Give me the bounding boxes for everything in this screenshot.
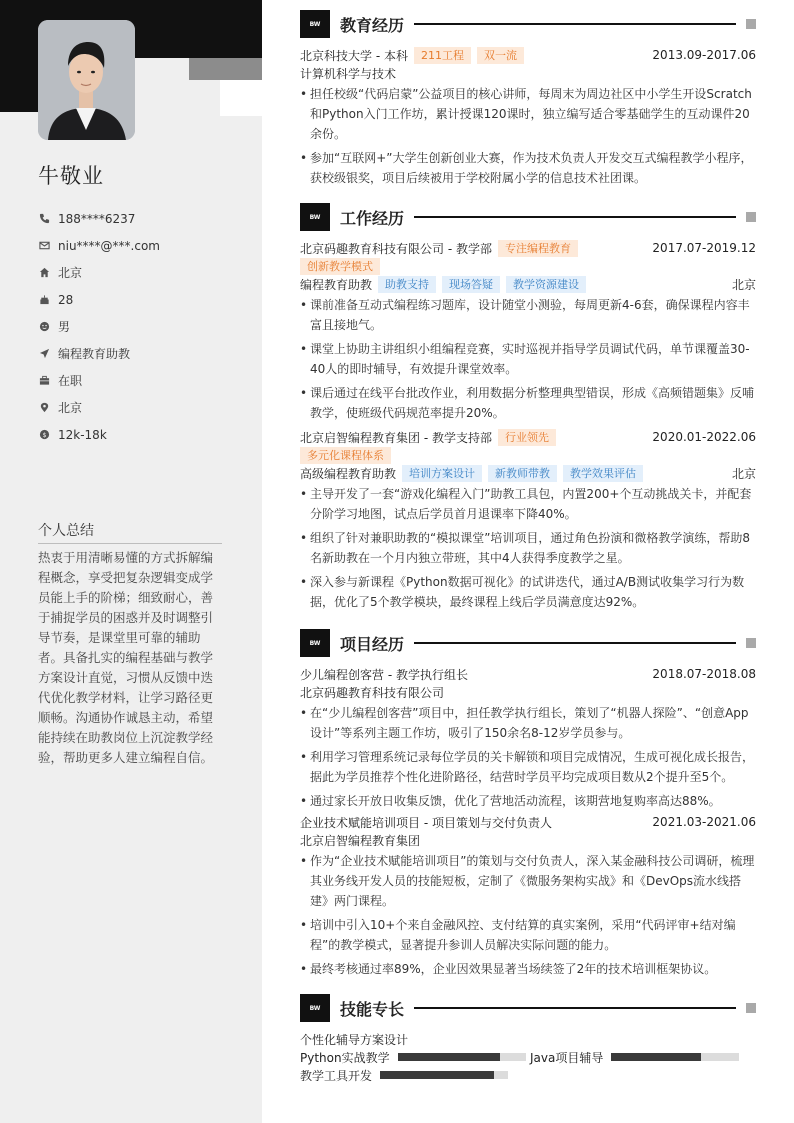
skill-bar-fill (611, 1053, 701, 1061)
education-major: 计算机科学与技术 (300, 66, 397, 81)
section-divider (414, 642, 736, 644)
list-item: • 课堂上协助主讲组织小组编程竞赛，实时巡视并指导学员调试代码，单节课覆盖30-40人的即时辅导，有效提升课堂效率。 (300, 339, 756, 379)
skill-name: Python实战教学 (300, 1050, 390, 1065)
job-role: 编程教育助教 (300, 277, 373, 292)
project-org: 北京码趣教育科技有限公司 (300, 685, 445, 700)
contact-row-home (38, 259, 238, 286)
phone-icon (38, 213, 50, 225)
money-icon (38, 429, 50, 441)
work-job-2 (300, 428, 756, 612)
list-item: • 深入参与新课程《Python数据可视化》的试讲迭代，通过A/B测试收集学习行为数据，优化了5个教学模块，最终课程上线后学员满意度达92%。 (300, 572, 756, 612)
sidebar-accent-gray (189, 58, 262, 80)
project-bullets (300, 851, 756, 979)
summary-text: 热衷于用清晰易懂的方式拆解编程概念，享受把复杂逻辑变成学员能上手的阶梯；细致耐心，善于捕捉学员的困惑并及时调整引导节奏，是课堂里可靠的辅助者。具备扎实的编程基础与教学方案设计直觉，习惯从反馈中迭代优化教学材料，让学习路径更顺畅。沟通协作诚恳主动，希望能持续在助教岗位上沉淀教学经验，帮助更多人建立编程自信。 (38, 550, 214, 765)
contact-age: 28 (58, 292, 74, 307)
contact-row-location (38, 394, 238, 421)
project-bullets (300, 703, 756, 811)
list-item: • 在“少儿编程创客营”项目中，担任教学执行组长，策划了“机器人探险”、“创意App设计”等系列主题工作坊，吸引了150余名8-12岁学员参与。 (300, 703, 756, 743)
contact-row-email (38, 232, 238, 259)
section-end-square (746, 212, 756, 222)
section-title-work: 工作经历 (340, 208, 405, 228)
job-date: 2020.01-2022.06 (652, 430, 756, 444)
contact-row-status (38, 367, 238, 394)
list-item: • 课后通过在线平台批改作业，利用数据分析整理典型错误，形成《高频错题集》反哺教学，使班级代码规范率提升20%。 (300, 383, 756, 423)
project-name: 企业技术赋能培训项目 - 项目策划与交付负责人 (300, 815, 552, 830)
skill-name: Java项目辅导 (530, 1050, 604, 1065)
sidebar-accent-white (220, 80, 262, 116)
skills-block (300, 1030, 756, 1084)
section-divider (414, 23, 736, 25)
role-tag: 新教师带教 (488, 465, 557, 482)
list-item: • 课前准备互动式编程练习题库，设计随堂小测验，每周更新4-6套，确保课程内容丰富且接地气。 (300, 295, 756, 335)
job-role-row (300, 464, 756, 482)
section-title-projects: 项目经历 (340, 634, 405, 654)
job-header-row (300, 428, 756, 446)
contact-salary: 12k-18k (58, 427, 107, 442)
section-header-work (300, 203, 756, 231)
section-title-education: 教育经历 (340, 15, 405, 35)
education-tag: 双一流 (477, 47, 524, 64)
list-item: • 参加“互联网+”大学生创新创业大赛，作为技术负责人开发交互式编程教学小程序，获校级银奖，项目后续被用于学校附属小学的信息技术社团课。 (300, 148, 756, 188)
project-2 (300, 813, 756, 979)
section-end-square (746, 1003, 756, 1013)
cake-icon (38, 294, 50, 306)
role-tag: 助教支持 (378, 276, 436, 293)
profile-photo (38, 20, 135, 140)
section-end-square (746, 19, 756, 29)
contact-row-position (38, 340, 238, 367)
list-item: • 担任校级“代码启蒙”公益项目的核心讲师，每周末为周边社区中小学生开设Scratch和Python入门工作坊，累计授课120课时，独立编写适合零基础学生的互动课件20余份。 (300, 84, 756, 144)
contact-gender: 男 (58, 320, 71, 334)
job-tag-row (300, 257, 756, 275)
project-header-row (300, 813, 756, 831)
section-header-education (300, 10, 756, 38)
section-end-square (746, 638, 756, 648)
role-tag: 培训方案设计 (402, 465, 482, 482)
contact-row-phone (38, 205, 238, 232)
skills-heading: 个性化辅导方案设计 (300, 1032, 409, 1047)
section-logo: BW (300, 203, 330, 231)
job-tag: 专注编程教育 (498, 240, 578, 257)
list-item: • 组织了针对兼职助教的“模拟课堂”培训项目，通过角色扮演和微格教学演练，帮助8名新助教在一个月内独立带班，其中4人获得季度教学之星。 (300, 528, 756, 568)
education-date: 2013.09-2017.06 (652, 48, 756, 62)
summary-title: 个人总结 (38, 520, 222, 544)
job-header-row (300, 239, 756, 257)
job-city: 北京 (731, 277, 756, 292)
sidebar (0, 0, 262, 1123)
svg-text:$: $ (41, 430, 47, 439)
section-logo: BW (300, 994, 330, 1022)
list-item: • 作为“企业技术赋能培训项目”的策划与交付负责人，深入某金融科技公司调研，梳理其业务线开发人员的技能短板，定制了《微服务架构实战》和《DevOps流水线搭建》两门课程。 (300, 851, 756, 911)
contact-list (38, 205, 238, 448)
education-block (300, 46, 756, 188)
contact-row-salary (38, 421, 238, 448)
mail-icon (38, 240, 50, 252)
contact-phone: 188****6237 (58, 211, 136, 226)
section-logo: BW (300, 10, 330, 38)
section-logo: BW (300, 629, 330, 657)
skills-row-2 (300, 1066, 756, 1084)
sidebar-header-block-left (0, 58, 38, 112)
list-item: • 利用学习管理系统记录每位学员的关卡解锁和项目完成情况，生成可视化成长报告，据此为学员推荐个性化进阶路径，结营时学员平均完成项目数从2个提升至5个。 (300, 747, 756, 787)
project-org: 北京启智编程教育集团 (300, 833, 421, 848)
job-company: 北京启智编程教育集团 - 教学支持部 (300, 430, 492, 445)
contact-row-age (38, 286, 238, 313)
list-item: • 主导开发了一套“游戏化编程入门”助教工具包，内置200+个互动挑战关卡，并配套分阶学习地图，试点后学员首月退课率下降40%。 (300, 484, 756, 524)
list-item: • 最终考核通过率89%，企业因效果显著当场续签了2年的技术培训框架协议。 (300, 959, 756, 979)
send-icon (38, 348, 50, 360)
job-company: 北京码趣教育科技有限公司 - 教学部 (300, 241, 492, 256)
job-role-row (300, 275, 756, 293)
section-divider (414, 1007, 736, 1009)
skill-bar-fill (398, 1053, 500, 1061)
job-tag: 行业领先 (498, 429, 556, 446)
skill-item (300, 1067, 508, 1084)
project-name: 少儿编程创客营 - 教学执行组长 (300, 667, 468, 682)
location-icon (38, 402, 50, 414)
job-bullets (300, 295, 756, 423)
job-role: 高级编程教育助教 (300, 466, 397, 481)
project-header-row (300, 665, 756, 683)
contact-home: 北京 (58, 266, 83, 280)
job-date: 2017.07-2019.12 (652, 241, 756, 255)
skill-bar (380, 1071, 508, 1079)
project-date: 2021.03-2021.06 (652, 815, 756, 829)
contact-email: niu****@***.com (58, 238, 160, 253)
role-tag: 教学效果评估 (563, 465, 643, 482)
education-bullets (300, 84, 756, 188)
contact-location: 北京 (58, 401, 83, 415)
work-job-1 (300, 239, 756, 423)
job-city: 北京 (731, 466, 756, 481)
skill-item (300, 1049, 530, 1066)
face-icon (38, 321, 50, 333)
skill-name: 教学工具开发 (300, 1068, 373, 1083)
contact-status: 在职 (58, 374, 83, 388)
skill-bar (398, 1053, 526, 1061)
section-header-skills (300, 994, 756, 1022)
role-tag: 现场答疑 (442, 276, 500, 293)
education-header-row (300, 46, 756, 64)
role-tag: 教学资源建设 (506, 276, 586, 293)
education-school: 北京科技大学 - 本科 (300, 48, 408, 63)
job-tag: 多元化课程体系 (300, 447, 391, 464)
section-header-projects (300, 629, 756, 657)
list-item: • 通过家长开放日收集反馈，优化了营地活动流程，该期营地复购率高达88%。 (300, 791, 756, 811)
skill-bar (611, 1053, 739, 1061)
section-title-skills: 技能专长 (340, 999, 405, 1019)
project-date: 2018.07-2018.08 (652, 667, 756, 681)
profile-name: 牛敬业 (38, 164, 104, 188)
project-1 (300, 665, 756, 811)
education-tag: 211工程 (414, 47, 471, 64)
job-tag-row (300, 446, 756, 464)
list-item: • 培训中引入10+个来自金融风控、支付结算的真实案例，采用“代码评审+结对编程”的教学模式，显著提升参训人员解决实际问题的能力。 (300, 915, 756, 955)
job-tag: 创新教学模式 (300, 258, 380, 275)
section-divider (414, 216, 736, 218)
contact-position: 编程教育助教 (58, 347, 131, 361)
contact-row-gender (38, 313, 238, 340)
skills-row-1 (300, 1048, 756, 1066)
job-bullets (300, 484, 756, 612)
skill-bar-fill (380, 1071, 494, 1079)
skill-item (530, 1049, 739, 1066)
home-icon (38, 267, 50, 279)
briefcase-icon (38, 375, 50, 387)
